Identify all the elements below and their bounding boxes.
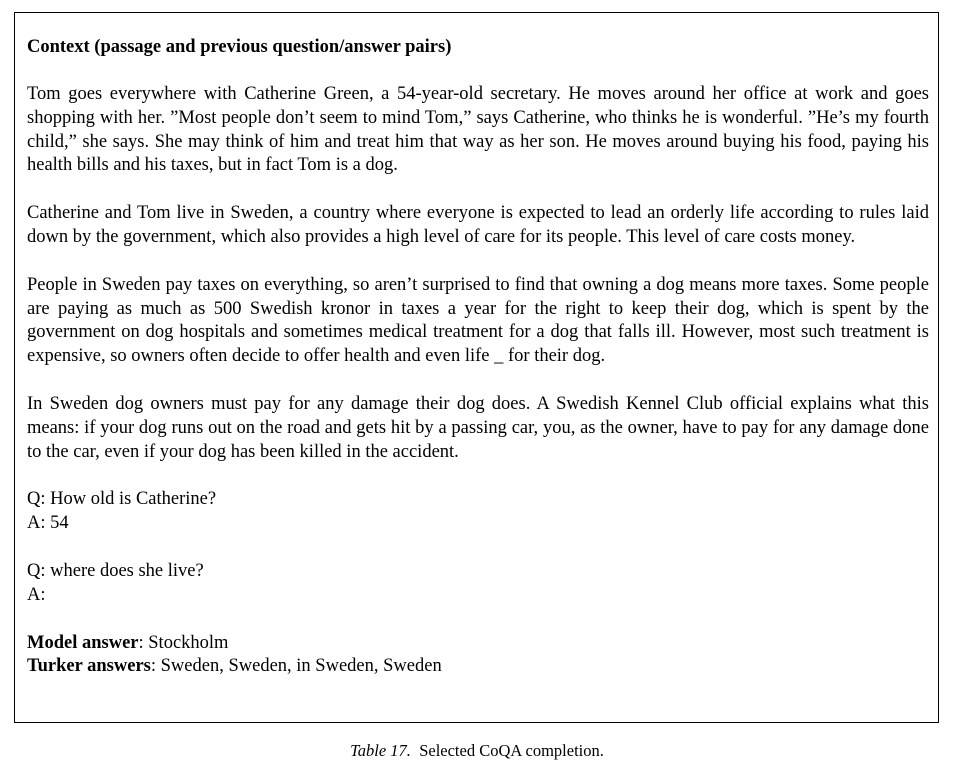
answer-1: A: 54 [27, 513, 69, 534]
model-answer-value: Stockholm [148, 632, 229, 653]
turker-answers-value: Sweden, Sweden, in Sweden, Sweden [160, 656, 442, 677]
turker-answers-sep: : [150, 656, 161, 677]
table-frame [14, 12, 939, 723]
turker-answers-label: Turker answers [27, 656, 151, 677]
model-answer-label: Model answer [27, 632, 139, 653]
turker-answers-line [27, 655, 929, 679]
model-answer-line [27, 632, 929, 656]
model-answer-sep: : [138, 632, 149, 653]
passage-paragraph-3: People in Sweden pay taxes on everything, so aren’t surprised to find that owning a dog means more taxes. Some people are paying as much as 500 Swedish kronor in taxes a year for the right to keep their dog, which is spent by the government on dog hospitals and sometimes medical treatment for a dog that falls ill. However, most such treatment is expensive, so owners often decide to offer health and even life _ for their dog. [27, 274, 929, 367]
question-2: Q: where does she live? [27, 560, 204, 581]
question-1: Q: How old is Catherine? [27, 489, 217, 510]
table-caption [0, 740, 954, 762]
passage-paragraph-2: Catherine and Tom live in Sweden, a country where everyone is expected to lead an orderly life according to rules laid down by the government, which also provides a high level of care for its people. This level of care costs money. [27, 203, 929, 247]
context-heading: Context (passage and previous question/answer pairs) [27, 37, 452, 57]
table-content [27, 35, 929, 679]
passage-paragraph-1: Tom goes everywhere with Catherine Green, a 54-year-old secretary. He moves around her office at work and goes shopping with her. ”Most people don’t seem to mind Tom,” says Catherine, who thinks he is wonderful. ”He’s my fourth child,” she says. She may think of him and treat him that way as her son. He moves around buying his food, paying his health bills and his taxes, but in fact Tom is a dog. [27, 84, 929, 176]
passage-paragraph-4: In Sweden dog owners must pay for any damage their dog does. A Swedish Kennel Club official explains what this means: if your dog runs out on the road and gets hit by a passing car, you, as the owner, have to pay for any damage done to the car, even if your dog has been killed in the accident. [27, 393, 929, 462]
caption-label: Table 17. [350, 741, 411, 760]
answer-2: A: [27, 584, 46, 605]
caption-text: Selected CoQA completion. [419, 741, 604, 760]
